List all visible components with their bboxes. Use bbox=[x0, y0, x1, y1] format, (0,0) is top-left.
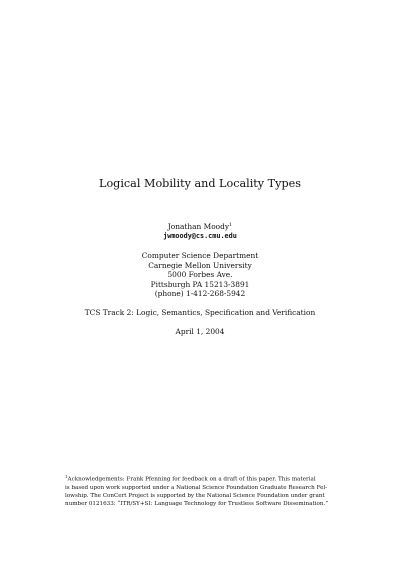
author-name-text: Jonathan Moody bbox=[167, 222, 229, 231]
paper-title: Logical Mobility and Locality Types bbox=[99, 177, 301, 190]
author-email: jwmoody@cs.cmu.edu bbox=[163, 232, 237, 240]
author-name bbox=[0, 222, 400, 231]
affiliation-phone: (phone) 1-412-268-5942 bbox=[154, 289, 246, 299]
affiliation-university: Carnegie Mellon University bbox=[148, 260, 252, 270]
footnote-line: lowship. The ConCert Project is supported by the National Science Foundation under grant bbox=[65, 493, 325, 500]
footnote-line-text: Acknowledgements: Frank Pfenning for feedback on a draft of this paper. This material bbox=[67, 476, 316, 483]
track-line: TCS Track 2: Logic, Semantics, Specification and Verification bbox=[84, 308, 316, 317]
paper-date: April 1, 2004 bbox=[175, 327, 225, 336]
footnote-line bbox=[65, 473, 336, 484]
affiliation-department: Computer Science Department bbox=[141, 251, 259, 260]
footnote-mark: 1 bbox=[65, 474, 68, 479]
affiliation-street: 5000 Forbes Ave. bbox=[167, 270, 233, 280]
acknowledgements-footnote bbox=[65, 473, 336, 509]
affiliation-block bbox=[0, 251, 400, 299]
footnote-line: is based upon work supported under a National Science Foundation Graduate Research Fel- bbox=[65, 484, 328, 491]
footnote-line: number 0121633: “ITR/SY+SI: Language Technology for Trustless Software Dissemination.” bbox=[65, 501, 329, 508]
affiliation-city: Pittsburgh PA 15213-3891 bbox=[150, 279, 250, 289]
author-footnote-mark: 1 bbox=[229, 222, 233, 228]
